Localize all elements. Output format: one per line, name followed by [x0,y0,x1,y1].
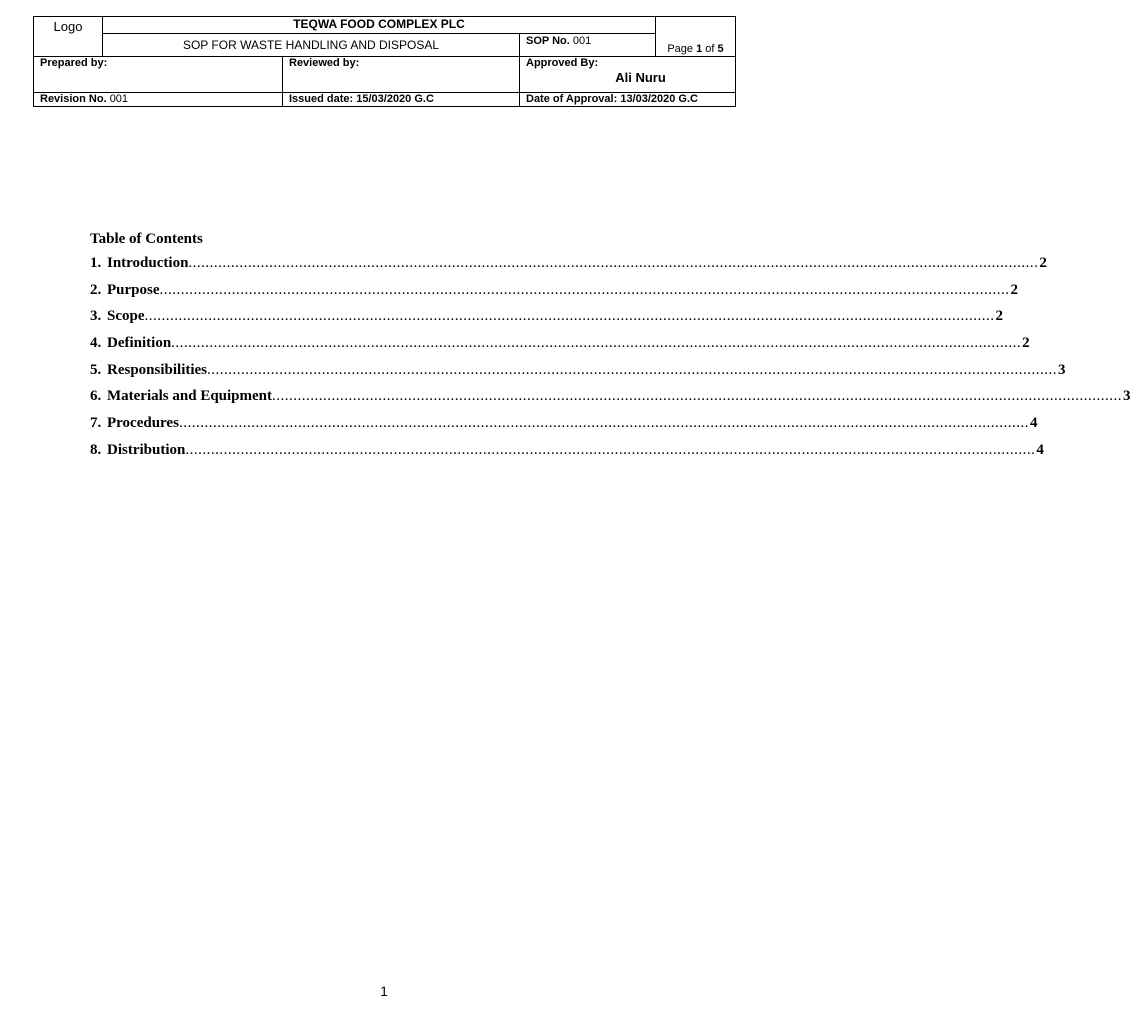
toc-entry-page: 2 [1039,255,1047,271]
prepared-by-cell [34,57,283,92]
table-of-contents [90,228,1131,464]
toc-entry-page: 2 [995,308,1003,325]
sop-number-label: SOP No. [526,35,570,48]
sop-title: SOP FOR WASTE HANDLING AND DISPOSAL [103,34,520,57]
logo-placeholder: Logo [53,19,83,34]
toc-entry-title: Introduction [107,255,189,271]
toc-dot-leader: ........................................................................................................................................................................................................ [207,361,1058,378]
page-total: 5 [717,43,724,56]
toc-entry-number: 7. [90,415,102,432]
toc-entry-page: 3 [1123,388,1131,405]
toc-entry-title: Definition [107,335,172,352]
revision-label: Revision No. [40,92,107,105]
toc-entry-list [90,250,1131,464]
toc-entry[interactable] [90,277,1018,304]
approved-by-cell [520,57,736,92]
toc-dot-leader: ........................................................................................................................................................................................................ [188,255,1039,271]
toc-entry-number: 2. [90,281,102,298]
company-name: TEQWA FOOD COMPLEX PLC [103,17,656,34]
toc-dot-leader: ........................................................................................................................................................................................................ [185,441,1036,458]
prepared-by-label: Prepared by: [40,57,108,70]
page-count-cell [656,17,736,57]
reviewed-by-label: Reviewed by: [289,57,360,70]
toc-entry-title: Purpose [107,281,160,298]
toc-entry[interactable] [90,410,1038,437]
toc-dot-leader: ........................................................................................................................................................................................................ [178,415,1029,432]
toc-entry-title: Materials and Equipment [107,388,273,405]
page-of: of [705,43,715,56]
toc-entry-number: 1. [90,255,102,271]
approved-by-label: Approved By: [526,57,599,70]
approved-by-name: Ali Nuru [615,70,666,86]
page-current: 1 [696,43,703,56]
toc-heading: Table of Contents [90,231,203,247]
document-header-table [33,16,736,107]
toc-entry-number: 5. [90,361,102,378]
toc-entry[interactable] [90,357,1066,384]
page-prefix: Page [667,43,694,56]
approval-date: Date of Approval: 13/03/2020 G.C [520,92,736,106]
revision-cell [34,92,283,106]
toc-entry[interactable] [90,250,1047,277]
toc-dot-leader: ........................................................................................................................................................................................................ [272,388,1123,405]
toc-entry-page: 2 [1010,281,1018,298]
toc-entry-title: Distribution [107,441,186,458]
toc-entry-number: 6. [90,388,102,405]
toc-entry-title: Procedures [107,415,179,432]
logo-cell [34,17,103,57]
toc-entry[interactable] [90,330,1030,357]
toc-entry-title: Scope [107,308,145,325]
toc-entry-page: 2 [1022,335,1030,352]
toc-entry-number: 3. [90,308,102,325]
toc-entry-title: Responsibilities [107,361,208,378]
sop-number-value: 001 [572,35,592,48]
toc-entry-page: 3 [1058,361,1066,378]
toc-entry[interactable] [90,303,1003,330]
toc-entry[interactable] [90,383,1131,410]
revision-value: 001 [109,92,129,105]
toc-entry-number: 4. [90,335,102,352]
toc-entry-page: 4 [1029,415,1038,432]
sop-number-cell [520,34,656,57]
toc-dot-leader: ........................................................................................................................................................................................................ [144,308,995,325]
toc-entry-page: 4 [1036,441,1044,458]
page-number: 1 [380,983,388,999]
reviewed-by-cell [283,57,520,92]
toc-entry[interactable] [90,437,1044,464]
toc-dot-leader: ........................................................................................................................................................................................................ [171,335,1022,352]
toc-dot-leader: ........................................................................................................................................................................................................ [159,281,1010,298]
issued-date: Issued date: 15/03/2020 G.C [283,92,520,106]
toc-entry-number: 8. [90,441,102,458]
